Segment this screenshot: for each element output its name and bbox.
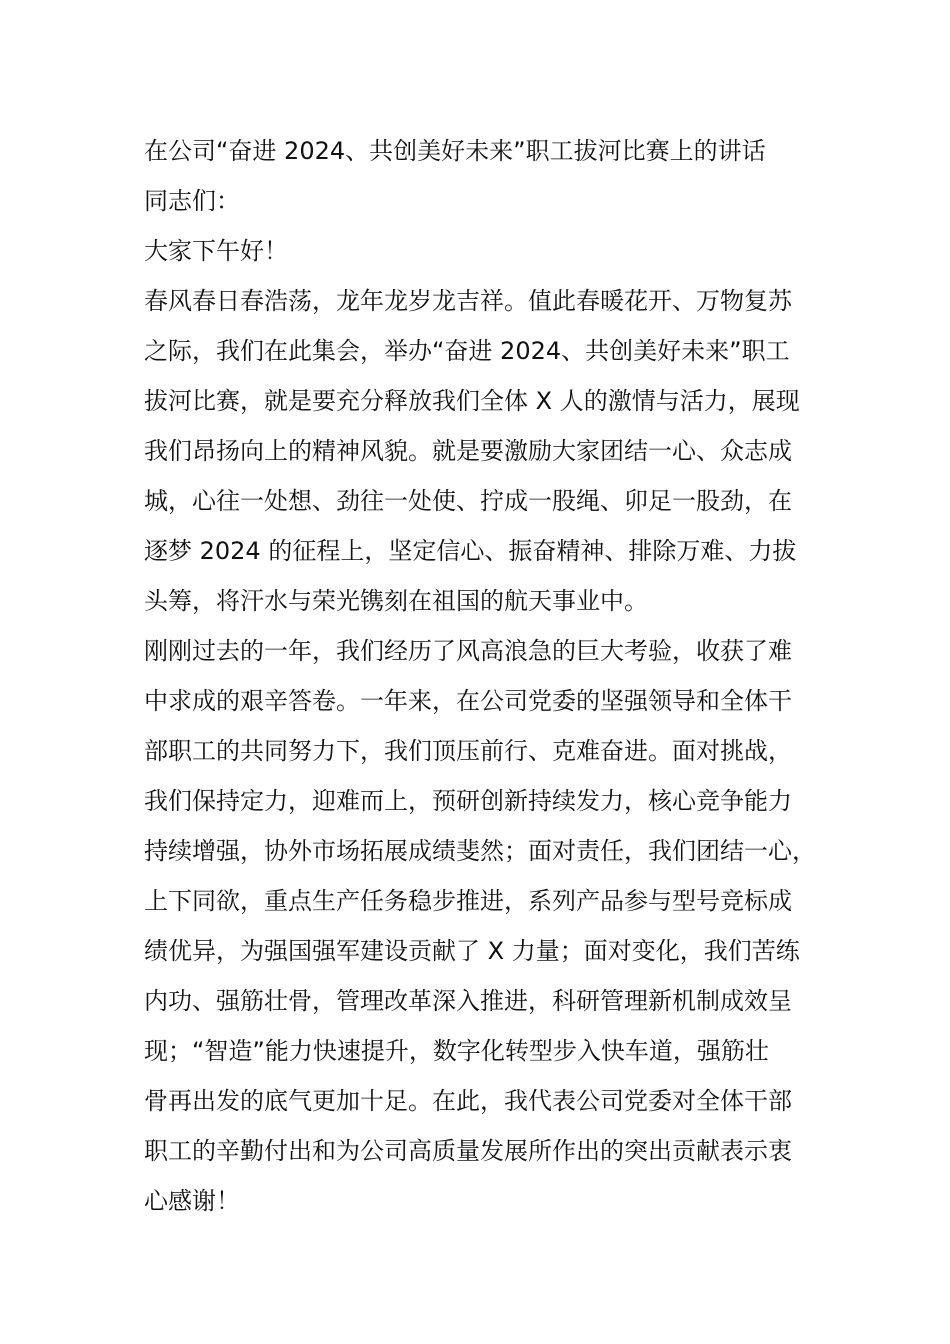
paragraph-line: 内功、强筋壮骨，管理改革深入推进，科研管理新机制成效呈 [144, 987, 792, 1015]
paragraph-line: 上下同欲，重点生产任务稳步推进，系列产品参与型号竞标成 [144, 887, 792, 915]
salutation: 同志们： [144, 187, 240, 215]
paragraph-line: 心感谢！ [144, 1187, 240, 1215]
paragraph-line: 职工的辛勤付出和为公司高质量发展所作出的突出贡献表示衷 [144, 1137, 792, 1165]
document-title: 在公司“奋进 2024、共创美好未来”职工拔河比赛上的讲话 [144, 137, 766, 165]
paragraph-line: 骨再出发的底气更加十足。在此，我代表公司党委对全体干部 [144, 1087, 792, 1115]
paragraph-line: 我们昂扬向上的精神风貌。就是要激励大家团结一心、众志成 [144, 437, 792, 465]
paragraph-line: 现；“智造”能力快速提升，数字化转型步入快车道，强筋壮 [144, 1037, 769, 1065]
paragraph-line: 中求成的艰辛答卷。一年来，在公司党委的坚强领导和全体干 [144, 687, 792, 715]
paragraph-line: 拔河比赛，就是要充分释放我们全体 X 人的激情与活力，展现 [144, 387, 800, 415]
paragraph-line: 持续增强，协外市场拓展成绩斐然；面对责任，我们团结一心， [144, 837, 816, 865]
paragraph-line: 部职工的共同努力下，我们顶压前行、克难奋进。面对挑战， [144, 737, 792, 765]
greeting: 大家下午好！ [144, 237, 288, 265]
paragraph-line: 刚刚过去的一年，我们经历了风高浪急的巨大考验，收获了难 [144, 637, 792, 665]
paragraph-line: 我们保持定力，迎难而上，预研创新持续发力，核心竞争能力 [144, 787, 792, 815]
paragraph-line: 绩优异，为强国强军建设贡献了 X 力量；面对变化，我们苦练 [144, 937, 800, 965]
paragraph-line: 春风春日春浩荡，龙年龙岁龙吉祥。值此春暖花开、万物复苏 [144, 287, 792, 315]
paragraph-line: 之际，我们在此集会，举办“奋进 2024、共创美好未来”职工 [144, 337, 790, 365]
paragraph-2 [144, 626, 816, 1226]
paragraph-1 [144, 276, 810, 626]
paragraph-line: 逐梦 2024 的征程上，坚定信心、振奋精神、排除万难、力拔 [144, 537, 797, 565]
document-page [144, 126, 816, 1226]
paragraph-line: 头筹，将汗水与荣光镌刻在祖国的航天事业中。 [144, 587, 648, 615]
paragraph-line: 城，心往一处想、劲往一处使、拧成一股绳、卯足一股劲，在 [144, 487, 792, 515]
